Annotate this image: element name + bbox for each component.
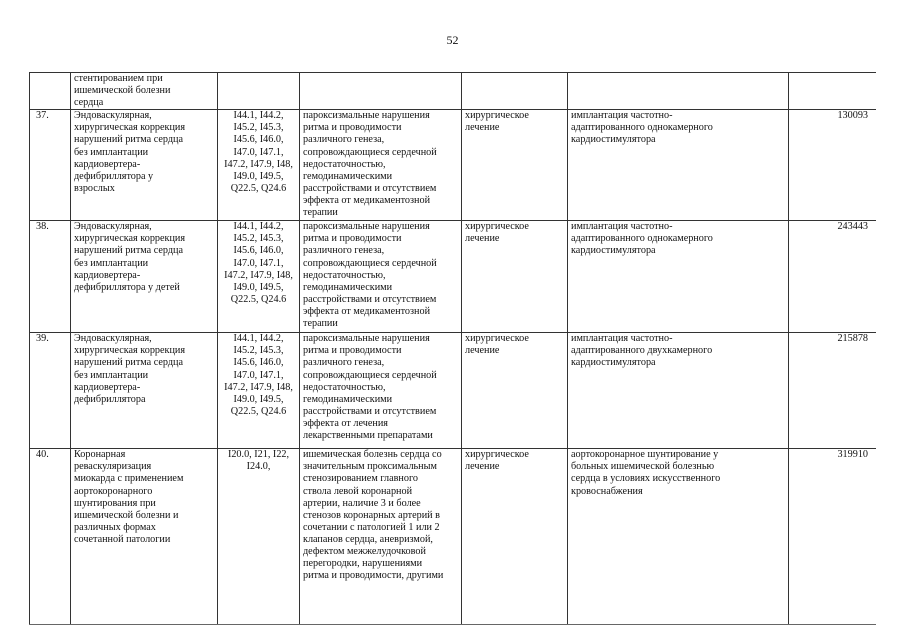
row-number-cell: 39. (30, 333, 71, 449)
patient-model-cell: пароксизмальные нарушения ритма и проводимости различного генеза, сопровождающиеся сердечной недостаточностью, гемодинамическими расстройствами и отсутствием эффекта от медикаментозной терапии (300, 110, 462, 221)
icd-codes-cell: I44.1, I44.2, I45.2, I45.3, I45.6, I46.0, I47.0, I47.1, I47.2, I47.9, I48, I49.0, I49.5, Q22.5, Q24.6 (218, 333, 300, 449)
cost-cell: 243443 (789, 221, 877, 333)
table-row (30, 73, 877, 110)
treatment-type-cell (462, 73, 568, 110)
table-row (30, 449, 877, 625)
row-number-cell (30, 73, 71, 110)
cost-cell: 130093 (789, 110, 877, 221)
row-number-cell: 37. (30, 110, 71, 221)
table-row (30, 333, 877, 449)
icd-codes-cell: I44.1, I44.2, I45.2, I45.3, I45.6, I46.0, I47.0, I47.1, I47.2, I47.9, I48, I49.0, I49.5, Q22.5, Q24.6 (218, 110, 300, 221)
cost-cell: 319910 (789, 449, 877, 625)
treatment-method-cell: аортокоронарное шунтирование у больных ишемической болезнью сердца в условиях искусственного кровоснабжения (568, 449, 789, 625)
row-number-cell: 40. (30, 449, 71, 625)
cost-cell: 215878 (789, 333, 877, 449)
procedure-name-cell: Эндоваскулярная, хирургическая коррекция нарушений ритма сердца без имплантации кардиовертера- дефибриллятора (71, 333, 218, 449)
row-number-cell: 38. (30, 221, 71, 333)
treatment-method-cell: имплантация частотно- адаптированного двухкамерного кардиостимулятора (568, 333, 789, 449)
treatment-method-cell (568, 73, 789, 110)
page-number: 52 (446, 33, 459, 47)
procedures-table-wrapper (29, 72, 876, 625)
procedure-name-cell: Эндоваскулярная, хирургическая коррекция нарушений ритма сердца без имплантации кардиовертера- дефибриллятора у взрослых (71, 110, 218, 221)
treatment-method-cell: имплантация частотно- адаптированного однокамерного кардиостимулятора (568, 110, 789, 221)
procedure-name-cell: Коронарная реваскуляризация миокарда с применением аортокоронарного шунтирования при ишемической болезни и различных формах сочетанной патологии (71, 449, 218, 625)
patient-model-cell: пароксизмальные нарушения ритма и проводимости различного генеза, сопровождающиеся сердечной недостаточностью, гемодинамическими расстройствами и отсутствием эффекта от медикаментозной терапии (300, 221, 462, 333)
icd-codes-cell: I44.1, I44.2, I45.2, I45.3, I45.6, I46.0, I47.0, I47.1, I47.2, I47.9, I48, I49.0, I49.5, Q22.5, Q24.6 (218, 221, 300, 333)
table-row (30, 221, 877, 333)
procedures-table (29, 72, 876, 624)
table-row (30, 110, 877, 221)
patient-model-cell (300, 73, 462, 110)
procedure-name-cell: Эндоваскулярная, хирургическая коррекция нарушений ритма сердца без имплантации кардиовертера- дефибриллятора у детей (71, 221, 218, 333)
patient-model-cell: ишемическая болезнь сердца со значительным проксимальным стенозированием главного ствола левой коронарной артерии, наличие 3 и более стенозов коронарных артерий в сочетании с патологией 1 или 2 клапанов сердца, аневризмой, дефектом межжелудочковой перегородки, нарушениями ритма и проводимости, другими (300, 449, 462, 625)
treatment-type-cell: хирургическое лечение (462, 221, 568, 333)
treatment-method-cell: имплантация частотно- адаптированного однокамерного кардиостимулятора (568, 221, 789, 333)
icd-codes-cell: I20.0, I21, I22, I24.0, (218, 449, 300, 625)
icd-codes-cell (218, 73, 300, 110)
cost-cell (789, 73, 877, 110)
treatment-type-cell: хирургическое лечение (462, 110, 568, 221)
treatment-type-cell: хирургическое лечение (462, 449, 568, 625)
patient-model-cell: пароксизмальные нарушения ритма и проводимости различного генеза, сопровождающиеся сердечной недостаточностью, гемодинамическими расстройствами и отсутствием эффекта от лечения лекарственными препаратами (300, 333, 462, 449)
procedure-name-cell: стентированием при ишемической болезни сердца (71, 73, 218, 110)
treatment-type-cell: хирургическое лечение (462, 333, 568, 449)
